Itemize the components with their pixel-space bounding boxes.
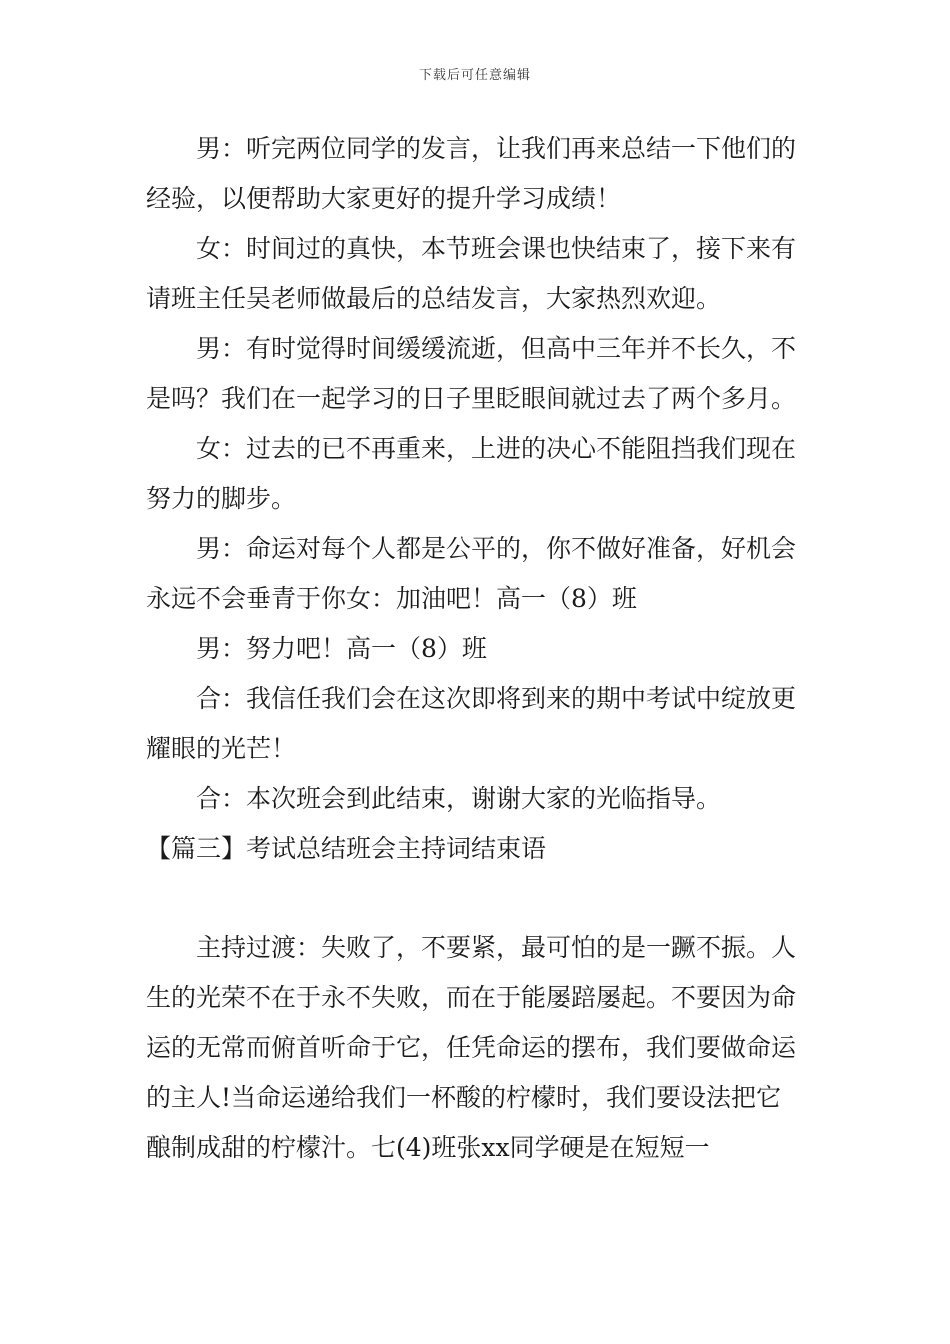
dialogue-paragraph: 女：过去的已不再重来，上进的决心不能阻挡我们现在努力的脚步。 <box>146 434 797 513</box>
blank-line <box>146 874 806 923</box>
document-body <box>146 124 806 1173</box>
page-header: 下载后可任意编辑 <box>418 68 531 83</box>
dialogue-paragraph: 男：听完两位同学的发言，让我们再来总结一下他们的经验，以便帮助大家更好的提升学习成绩！ <box>146 134 797 213</box>
dialogue-paragraph: 男：有时觉得时间缓缓流逝，但高中三年并不长久，不是吗？我们在一起学习的日子里眨眼间就过去了两个多月。 <box>146 334 797 413</box>
dialogue-paragraph: 合：我信任我们会在这次即将到来的期中考试中绽放更耀眼的光芒！ <box>146 684 797 763</box>
dialogue-paragraph: 男：命运对每个人都是公平的，你不做好准备，好机会永远不会垂青于你女：加油吧！高一（8）班 <box>146 534 797 613</box>
dialogue-paragraph: 合：本次班会到此结束，谢谢大家的光临指导。 <box>196 784 722 813</box>
closing-paragraph: 主持过渡：失败了，不要紧，最可怕的是一蹶不振。人生的光荣不在于永不失败，而在于能屡踣屡起。不要因为命运的无常而俯首听命于它，任凭命运的摆布，我们要做命运的主人!当命运递给我们一杯酸的柠檬时，我们要设法把它酿制成甜的柠檬汁。七(4)班张xx同学硬是在短短一 <box>146 933 797 1162</box>
dialogue-paragraph: 女：时间过的真快，本节班会课也快结束了，接下来有请班主任吴老师做最后的总结发言，大家热烈欢迎。 <box>146 234 797 313</box>
section-heading: 【篇三】考试总结班会主持词结束语 <box>146 834 547 863</box>
dialogue-paragraph: 男：努力吧！高一（8）班 <box>196 634 487 663</box>
